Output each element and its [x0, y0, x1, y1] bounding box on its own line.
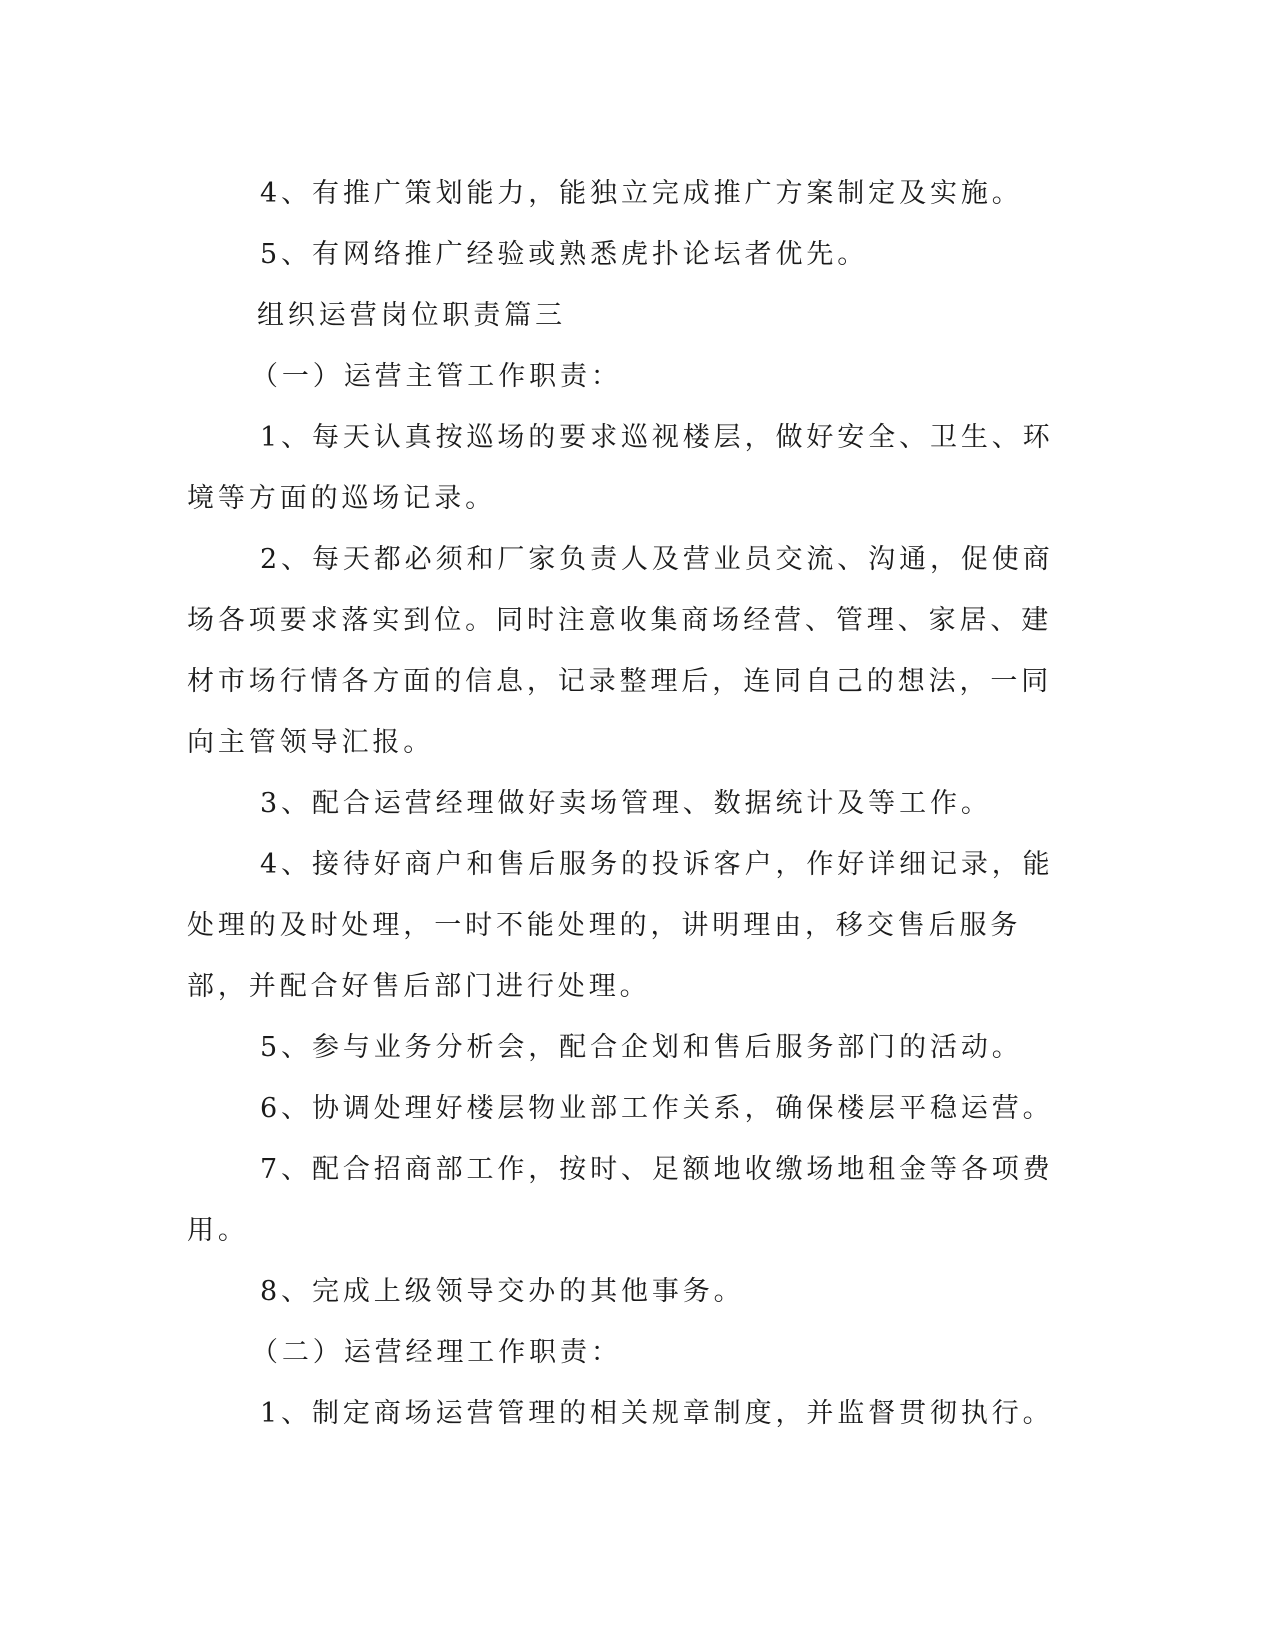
paragraph-item-8-other: 8、完成上级领导交办的其他事务。 [260, 1276, 745, 1307]
paragraph-item-4-complaints: 4、接待好商户和售后服务的投诉客户，作好详细记录，能处理的及时处理，一时不能处理的，讲明理由，移交售后服务部，并配合好售后部门进行处理。 [187, 849, 1054, 1002]
paragraph-item-2-communication: 2、每天都必须和厂家负责人及营业员交流、沟通，促使商场各项要求落实到位。同时注意收集商场经营、管理、家居、建材市场行情各方面的信息，记录整理后，连同自己的想法，一同向主管领导汇报。 [187, 544, 1054, 758]
section-title: 组织运营岗位职责篇三 [257, 300, 566, 331]
paragraph-item-5-analysis: 5、参与业务分析会，配合企划和售后服务部门的活动。 [260, 1032, 1023, 1063]
paragraph-item-1-patrol: 1、每天认真按巡场的要求巡视楼层，做好安全、卫生、环境等方面的巡场记录。 [187, 422, 1054, 514]
paragraph-item-1-regulations: 1、制定商场运营管理的相关规章制度，并监督贯彻执行。 [260, 1398, 1054, 1429]
paragraph-item-7-fees: 7、配合招商部工作，按时、足额地收缴场地租金等各项费用。 [187, 1154, 1054, 1246]
paragraph-item-5-network: 5、有网络推广经验或熟悉虎扑论坛者优先。 [260, 239, 869, 270]
document-body [187, 163, 1067, 1444]
paragraph-item-6-coordination: 6、协调处理好楼层物业部工作关系，确保楼层平稳运营。 [260, 1093, 1054, 1124]
subsection-heading-supervisor: （一）运营主管工作职责： [251, 361, 622, 392]
subsection-heading-manager: （二）运营经理工作职责： [251, 1337, 622, 1368]
paragraph-item-4-promotion: 4、有推广策划能力，能独立完成推广方案制定及实施。 [260, 178, 1023, 209]
paragraph-item-3-statistics: 3、配合运营经理做好卖场管理、数据统计及等工作。 [260, 788, 992, 819]
